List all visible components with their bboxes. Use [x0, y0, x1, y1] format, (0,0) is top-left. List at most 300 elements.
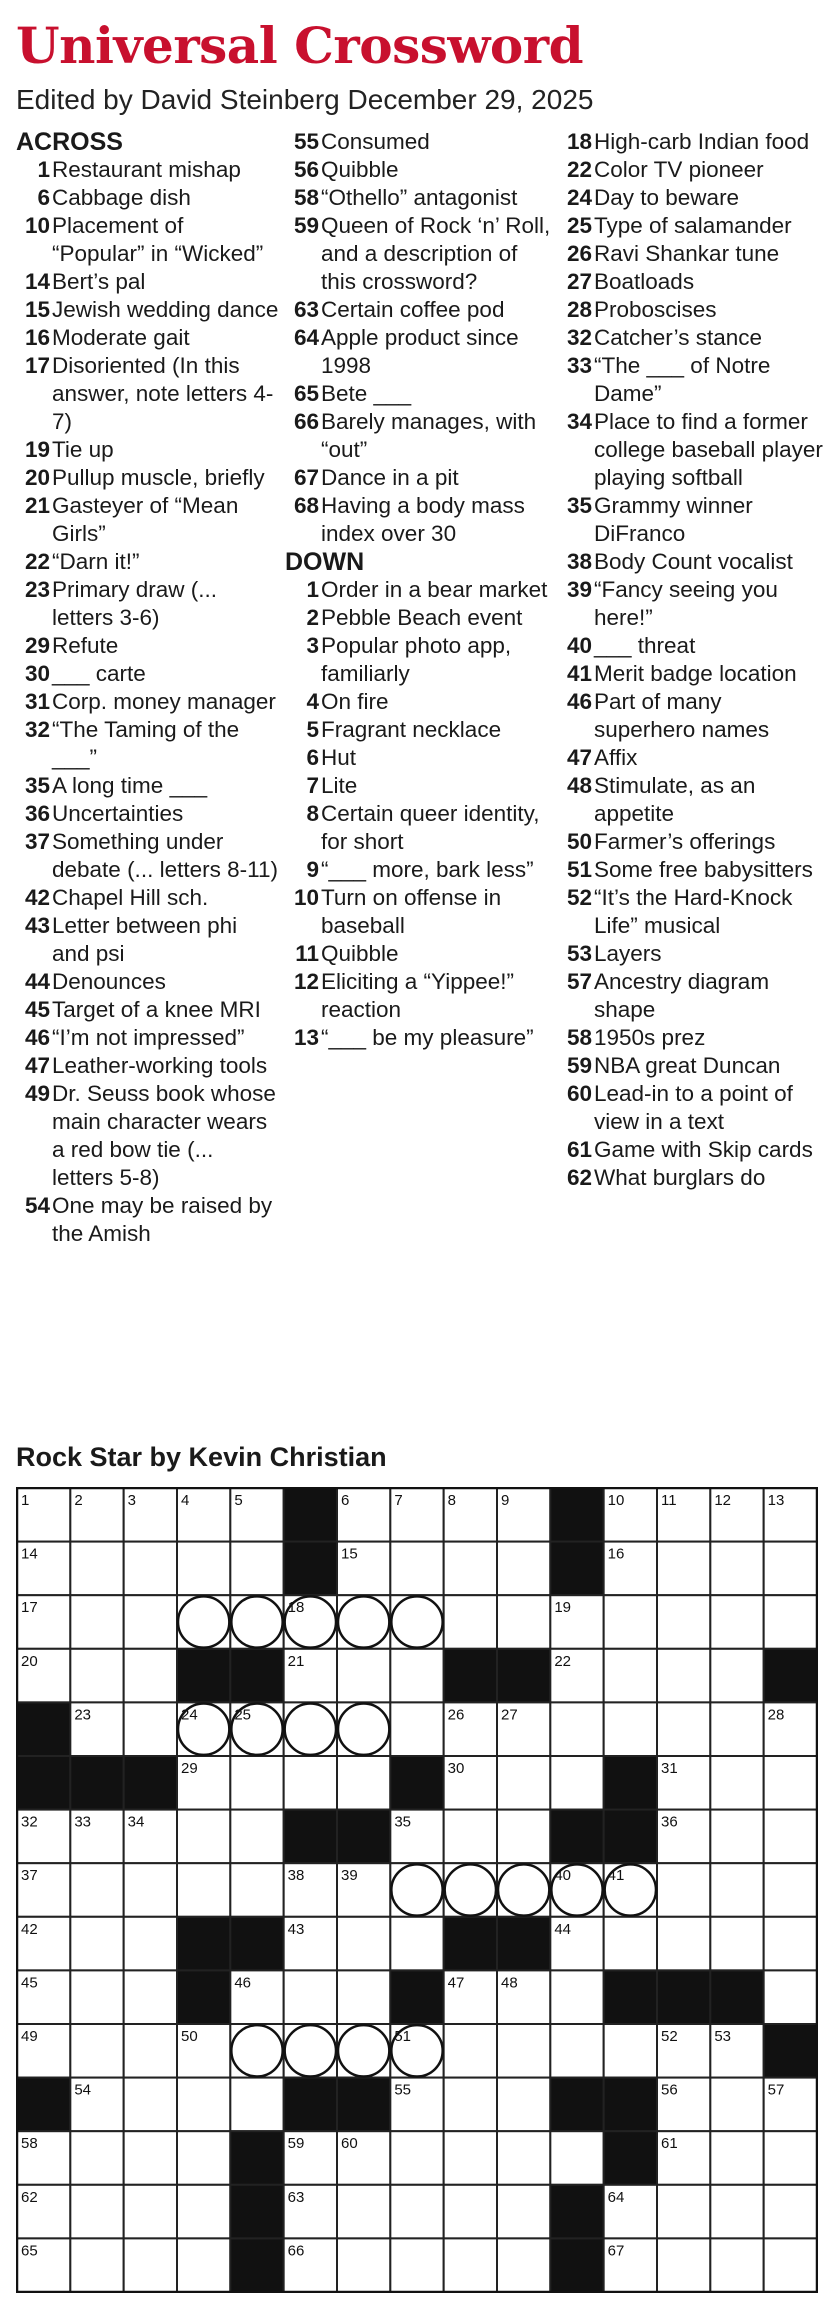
down-clue-22[interactable] [558, 156, 828, 184]
cell-number: 66 [287, 2242, 305, 2260]
clue-text: Merit badge location [594, 661, 797, 686]
across-clue-49[interactable] [16, 1080, 280, 1192]
grid-cell[interactable] [70, 1970, 123, 2024]
grid-cell[interactable] [70, 1863, 123, 1917]
grid-cell[interactable] [390, 1542, 443, 1596]
across-clue-37[interactable] [16, 828, 280, 884]
down-clue-34[interactable] [558, 408, 828, 492]
down-clue-33[interactable] [558, 352, 828, 408]
clue-text: Cabbage dish [52, 185, 191, 210]
grid-cell[interactable] [497, 1810, 550, 1864]
clue-number: 11 [295, 941, 319, 966]
clue-number: 24 [566, 185, 592, 210]
black-square [177, 1917, 230, 1971]
across-clue-68[interactable] [285, 492, 553, 548]
across-clue-10[interactable] [16, 212, 280, 268]
across-clue-32[interactable] [16, 716, 280, 772]
clue-text: “___ be my pleasure” [321, 1025, 534, 1050]
grid-cell[interactable] [70, 2131, 123, 2185]
clue-text: Having a body mass index over 30 [321, 493, 525, 546]
clue-number: 20 [24, 465, 50, 490]
across-clue-35[interactable] [16, 772, 280, 800]
cell-number: 50 [181, 2028, 198, 2045]
clue-text: Chapel Hill sch. [52, 885, 209, 910]
grid-cell[interactable] [764, 1542, 817, 1596]
grid-cell[interactable] [764, 1756, 817, 1810]
grid-cell[interactable] [550, 2024, 603, 2078]
cell-number: 2 [74, 1492, 83, 1509]
grid-cell[interactable] [764, 1595, 817, 1649]
clue-text: Order in a bear market [321, 577, 548, 602]
down-clue-60[interactable] [558, 1080, 828, 1136]
cell-number: 44 [554, 1920, 572, 1938]
across-clue-58[interactable] [285, 184, 553, 212]
clue-text: Barely manages, with “out” [321, 409, 537, 462]
cell-number: 23 [74, 1706, 92, 1724]
grid-cell[interactable] [550, 1702, 603, 1756]
down-heading: DOWN [285, 548, 365, 576]
grid-cell[interactable] [710, 1863, 763, 1917]
grid-cell[interactable] [764, 2185, 817, 2239]
crossword-grid[interactable] [16, 1487, 818, 2293]
grid-cell[interactable] [177, 1542, 230, 1596]
grid-cell[interactable] [657, 1542, 710, 1596]
clue-text: “The ___ of Notre Dame” [594, 353, 771, 406]
grid-cell[interactable] [390, 2131, 443, 2185]
grid-cell[interactable] [177, 2185, 230, 2239]
down-clue-39[interactable] [558, 576, 828, 632]
grid-cell[interactable] [177, 2131, 230, 2185]
clue-number: 23 [24, 577, 50, 602]
across-clue-19[interactable] [16, 436, 280, 464]
across-clue-45[interactable] [16, 996, 280, 1024]
cell-number: 57 [767, 2081, 785, 2099]
clue-text: Denounces [52, 969, 166, 994]
cell-number: 9 [501, 1492, 510, 1509]
down-clue-57[interactable] [558, 968, 828, 1024]
clue-number: 64 [293, 325, 319, 350]
grid-cell[interactable] [284, 1756, 337, 1810]
grid-cell[interactable] [710, 1702, 763, 1756]
across-clue-55[interactable] [285, 128, 553, 156]
black-square [17, 2078, 70, 2132]
clue-number: 45 [24, 997, 50, 1022]
across-clue-67[interactable] [285, 464, 553, 492]
down-clue-25[interactable] [558, 212, 828, 240]
down-clue-35[interactable] [558, 492, 828, 548]
clue-number: 35 [24, 773, 50, 798]
down-clue-26[interactable] [558, 240, 828, 268]
cell-number: 48 [501, 1974, 518, 1992]
grid-cell[interactable] [70, 1917, 123, 1971]
across-clue-23[interactable] [16, 576, 280, 632]
grid-cell[interactable] [177, 2238, 230, 2292]
clue-number: 65 [293, 381, 319, 406]
grid-cell[interactable] [177, 2078, 230, 2132]
cell-number: 3 [127, 1492, 137, 1509]
clue-number: 32 [566, 325, 592, 350]
clue-number: 14 [24, 269, 50, 294]
down-clue-18[interactable] [558, 128, 828, 156]
grid-cell[interactable] [230, 1756, 283, 1810]
grid-cell[interactable] [710, 1595, 763, 1649]
clue-text: Queen of Rock ‘n’ Roll, and a description of this crossword? [321, 213, 551, 294]
grid-cell[interactable] [124, 1649, 177, 1703]
clue-number: 63 [293, 297, 319, 322]
grid-cell[interactable] [710, 1542, 763, 1596]
down-clue-47[interactable] [558, 744, 828, 772]
clue-text: Refute [52, 633, 119, 658]
down-clue-12[interactable] [285, 968, 553, 1024]
down-clue-11[interactable] [285, 940, 553, 968]
grid-cell[interactable] [124, 2238, 177, 2292]
grid-cell[interactable] [550, 2131, 603, 2185]
down-clue-59[interactable] [558, 1052, 828, 1080]
grid-cell[interactable] [124, 1595, 177, 1649]
down-clue-24[interactable] [558, 184, 828, 212]
grid-cell[interactable] [497, 2238, 550, 2292]
grid-cell[interactable] [604, 2024, 657, 2078]
down-clue-9[interactable] [285, 856, 553, 884]
clue-text: Tie up [52, 437, 114, 462]
grid-cell[interactable] [444, 1595, 497, 1649]
grid-cell[interactable] [657, 1649, 710, 1703]
cell-number: 26 [447, 1706, 465, 1724]
cell-number: 43 [287, 1920, 305, 1938]
clue-text: Layers [594, 941, 662, 966]
clue-text: Body Count vocalist [594, 549, 793, 574]
across-clue-21[interactable] [16, 492, 280, 548]
down-clue-40[interactable] [558, 632, 828, 660]
grid-cell[interactable] [657, 1702, 710, 1756]
across-clue-42[interactable] [16, 884, 280, 912]
grid-cell[interactable] [604, 1649, 657, 1703]
across-clue-6[interactable] [16, 184, 280, 212]
down-clue-7[interactable] [285, 772, 553, 800]
grid-cell[interactable] [710, 1649, 763, 1703]
grid-cell[interactable] [657, 1863, 710, 1917]
black-square [230, 1917, 283, 1971]
grid-cell[interactable] [764, 2238, 817, 2292]
across-clue-30[interactable] [16, 660, 280, 688]
cell-number: 67 [607, 2242, 625, 2260]
grid-cell[interactable] [70, 1649, 123, 1703]
clue-text: Farmer’s offerings [594, 829, 776, 854]
clue-text: High-carb Indian food [594, 129, 810, 154]
grid-cell[interactable] [710, 2238, 763, 2292]
grid-cell[interactable] [284, 1970, 337, 2024]
grid-cell[interactable] [124, 2024, 177, 2078]
grid-cell[interactable] [710, 2078, 763, 2132]
across-clue-20[interactable] [16, 464, 280, 492]
grid-cell[interactable] [70, 1595, 123, 1649]
down-clue-2[interactable] [285, 604, 553, 632]
down-clue-6[interactable] [285, 744, 553, 772]
cell-number: 46 [234, 1974, 252, 1992]
cell-number: 40 [554, 1867, 572, 1885]
grid-cell[interactable] [390, 1702, 443, 1756]
clue-text: Target of a knee MRI [52, 997, 261, 1022]
clue-text: “Othello” antagonist [321, 185, 518, 210]
across-clue-56[interactable] [285, 156, 553, 184]
clue-text: Lead-in to a point of view in a text [594, 1081, 793, 1134]
down-clue-27[interactable] [558, 268, 828, 296]
grid-cell[interactable] [70, 2238, 123, 2292]
cell-number: 55 [394, 2081, 412, 2099]
clue-number: 15 [24, 297, 50, 322]
down-clue-51[interactable] [558, 856, 828, 884]
grid-cell[interactable] [444, 2131, 497, 2185]
grid-cell[interactable] [764, 1917, 817, 1971]
grid-cell[interactable] [230, 2078, 283, 2132]
grid-cell[interactable] [497, 1542, 550, 1596]
grid-cell[interactable] [657, 2185, 710, 2239]
down-clue-38[interactable] [558, 548, 828, 576]
black-square [764, 1649, 817, 1703]
clue-text: Eliciting a “Yippee!” reaction [321, 969, 515, 1022]
across-clue-15[interactable] [16, 296, 280, 324]
grid-cell[interactable] [337, 1970, 390, 2024]
clue-text: Day to beware [594, 185, 740, 210]
down-clue-10[interactable] [285, 884, 553, 940]
grid-cell[interactable] [124, 1863, 177, 1917]
cell-number: 61 [661, 2135, 678, 2153]
clue-number: 53 [566, 941, 592, 966]
clue-text: ___ carte [52, 661, 146, 686]
across-clue-54[interactable] [16, 1192, 280, 1248]
grid-cell[interactable] [177, 1810, 230, 1864]
cell-number: 36 [661, 1813, 678, 1831]
black-square [230, 1649, 283, 1703]
clue-text: ___ threat [594, 633, 696, 658]
grid-cell[interactable] [390, 2238, 443, 2292]
down-clue-4[interactable] [285, 688, 553, 716]
grid-cell[interactable] [550, 1756, 603, 1810]
grid-cell[interactable] [550, 1970, 603, 2024]
grid-cell[interactable] [337, 1649, 390, 1703]
grid-cell[interactable] [390, 2185, 443, 2239]
across-clue-63[interactable] [285, 296, 553, 324]
cell-number: 56 [661, 2081, 678, 2099]
clue-number: 22 [566, 157, 592, 182]
down-clue-52[interactable] [558, 884, 828, 940]
down-clue-41[interactable] [558, 660, 828, 688]
grid-cell[interactable] [764, 1863, 817, 1917]
clue-text: Apple product since 1998 [321, 325, 519, 378]
grid-cell[interactable] [657, 1595, 710, 1649]
grid-cell[interactable] [337, 1756, 390, 1810]
grid-cell[interactable] [337, 1917, 390, 1971]
grid-cell[interactable] [444, 2078, 497, 2132]
grid-cell[interactable] [124, 2131, 177, 2185]
cell-number: 14 [21, 1545, 38, 1563]
grid-cell[interactable] [710, 1917, 763, 1971]
down-clue-62[interactable] [558, 1164, 828, 1192]
black-square [230, 2185, 283, 2239]
grid-cell[interactable] [444, 2185, 497, 2239]
grid-cell[interactable] [124, 1970, 177, 2024]
clue-text: On fire [321, 689, 389, 714]
clue-number: 31 [24, 689, 50, 714]
cell-number: 28 [767, 1706, 785, 1724]
across-clue-64[interactable] [285, 324, 553, 380]
grid-cell[interactable] [710, 1810, 763, 1864]
down-clue-28[interactable] [558, 296, 828, 324]
clue-text: Turn on offense in baseball [321, 885, 502, 938]
clue-text: Dr. Seuss book whose main character wears a red bow tie (... letters 5-8) [52, 1081, 276, 1190]
grid-cell[interactable] [124, 2185, 177, 2239]
down-clue-13[interactable] [285, 1024, 553, 1052]
grid-cell[interactable] [604, 1917, 657, 1971]
across-clue-22[interactable] [16, 548, 280, 576]
grid-cell[interactable] [124, 1917, 177, 1971]
grid-cell[interactable] [70, 1542, 123, 1596]
grid-cell[interactable] [764, 1810, 817, 1864]
across-clue-65[interactable] [285, 380, 553, 408]
clue-text: Quibble [321, 941, 399, 966]
across-clue-43[interactable] [16, 912, 280, 968]
across-clue-66[interactable] [285, 408, 553, 464]
black-square [550, 2185, 603, 2239]
down-clue-32[interactable] [558, 324, 828, 352]
clue-text: Bert’s pal [52, 269, 146, 294]
clue-text: One may be raised by the Amish [52, 1193, 273, 1246]
clue-number: 59 [566, 1053, 592, 1078]
grid-cell[interactable] [497, 2185, 550, 2239]
clue-text: Dance in a pit [321, 465, 459, 490]
grid-cell[interactable] [70, 2024, 123, 2078]
black-square [124, 1756, 177, 1810]
clue-number: 47 [24, 1053, 50, 1078]
grid-cell[interactable] [444, 1810, 497, 1864]
across-clue-59[interactable] [285, 212, 553, 296]
clue-text: Some free babysitters [594, 857, 813, 882]
grid-cell[interactable] [710, 2185, 763, 2239]
black-square [284, 1810, 337, 1864]
black-square [497, 1917, 550, 1971]
grid-cell[interactable] [657, 1917, 710, 1971]
down-clue-8[interactable] [285, 800, 553, 856]
down-clue-5[interactable] [285, 716, 553, 744]
black-square [550, 1488, 603, 1542]
cell-number: 13 [767, 1492, 785, 1509]
clue-number: 9 [306, 857, 319, 882]
black-square [657, 1970, 710, 2024]
grid-cell[interactable] [710, 1756, 763, 1810]
grid-cell[interactable] [497, 1756, 550, 1810]
across-clue-44[interactable] [16, 968, 280, 996]
cell-number: 10 [607, 1492, 625, 1509]
clue-number: 56 [293, 157, 319, 182]
grid-cell[interactable] [230, 1810, 283, 1864]
grid-cell[interactable] [764, 1970, 817, 2024]
down-clue-3[interactable] [285, 632, 553, 688]
black-square [337, 1810, 390, 1864]
cell-number: 27 [501, 1706, 518, 1724]
crossword-grid-svg[interactable] [16, 1487, 818, 2293]
black-square [284, 1488, 337, 1542]
across-clue-29[interactable] [16, 632, 280, 660]
cell-number: 18 [287, 1599, 305, 1617]
grid-cell[interactable] [657, 2238, 710, 2292]
clue-number: 41 [566, 661, 592, 686]
clue-number: 44 [24, 969, 50, 994]
grid-cell[interactable] [604, 1702, 657, 1756]
grid-cell[interactable] [444, 2238, 497, 2292]
grid-cell[interactable] [390, 1649, 443, 1703]
grid-cell[interactable] [230, 1542, 283, 1596]
grid-cell[interactable] [124, 2078, 177, 2132]
clue-number: 60 [566, 1081, 592, 1106]
down-clue-53[interactable] [558, 940, 828, 968]
across-clue-31[interactable] [16, 688, 280, 716]
clue-number: 35 [566, 493, 592, 518]
down-clue-61[interactable] [558, 1136, 828, 1164]
grid-cell[interactable] [337, 2185, 390, 2239]
grid-cell[interactable] [604, 1595, 657, 1649]
down-clue-1[interactable] [285, 576, 553, 604]
cell-number: 34 [127, 1813, 145, 1831]
across-clue-1[interactable] [16, 156, 280, 184]
grid-cell[interactable] [230, 1863, 283, 1917]
grid-cell[interactable] [497, 2078, 550, 2132]
down-clue-46[interactable] [558, 688, 828, 744]
clue-number: 59 [293, 213, 319, 238]
clue-number: 32 [24, 717, 50, 742]
across-clue-17[interactable] [16, 352, 280, 436]
grid-cell[interactable] [710, 2131, 763, 2185]
black-square [230, 2131, 283, 2185]
clue-text: Gasteyer of “Mean Girls” [52, 493, 239, 546]
clue-number: 66 [293, 409, 319, 434]
black-square [604, 2131, 657, 2185]
down-clue-50[interactable] [558, 828, 828, 856]
clue-text: Hut [321, 745, 357, 770]
grid-cell[interactable] [390, 1917, 443, 1971]
across-clue-16[interactable] [16, 324, 280, 352]
black-square [177, 1970, 230, 2024]
grid-cell[interactable] [337, 2238, 390, 2292]
cell-number: 60 [341, 2135, 358, 2153]
clue-number: 54 [24, 1193, 50, 1218]
grid-cell[interactable] [124, 1702, 177, 1756]
grid-cell[interactable] [70, 2185, 123, 2239]
clue-number: 57 [566, 969, 592, 994]
grid-cell[interactable] [444, 2024, 497, 2078]
across-clue-36[interactable] [16, 800, 280, 828]
clue-number: 39 [566, 577, 592, 602]
clue-text: Moderate gait [52, 325, 190, 350]
cell-number: 39 [341, 1867, 358, 1885]
clue-number: 26 [566, 241, 592, 266]
grid-cell[interactable] [497, 1595, 550, 1649]
down-clue-58[interactable] [558, 1024, 828, 1052]
grid-cell[interactable] [764, 2131, 817, 2185]
grid-cell[interactable] [177, 1863, 230, 1917]
grid-cell[interactable] [497, 2131, 550, 2185]
across-clue-46[interactable] [16, 1024, 280, 1052]
black-square [550, 2078, 603, 2132]
down-clue-48[interactable] [558, 772, 828, 828]
across-clue-47[interactable] [16, 1052, 280, 1080]
clue-number: 7 [306, 773, 319, 798]
clue-number: 13 [293, 1025, 319, 1050]
grid-cell[interactable] [497, 2024, 550, 2078]
grid-cell[interactable] [444, 1542, 497, 1596]
black-square [604, 1810, 657, 1864]
grid-cell[interactable] [124, 1542, 177, 1596]
across-clue-14[interactable] [16, 268, 280, 296]
